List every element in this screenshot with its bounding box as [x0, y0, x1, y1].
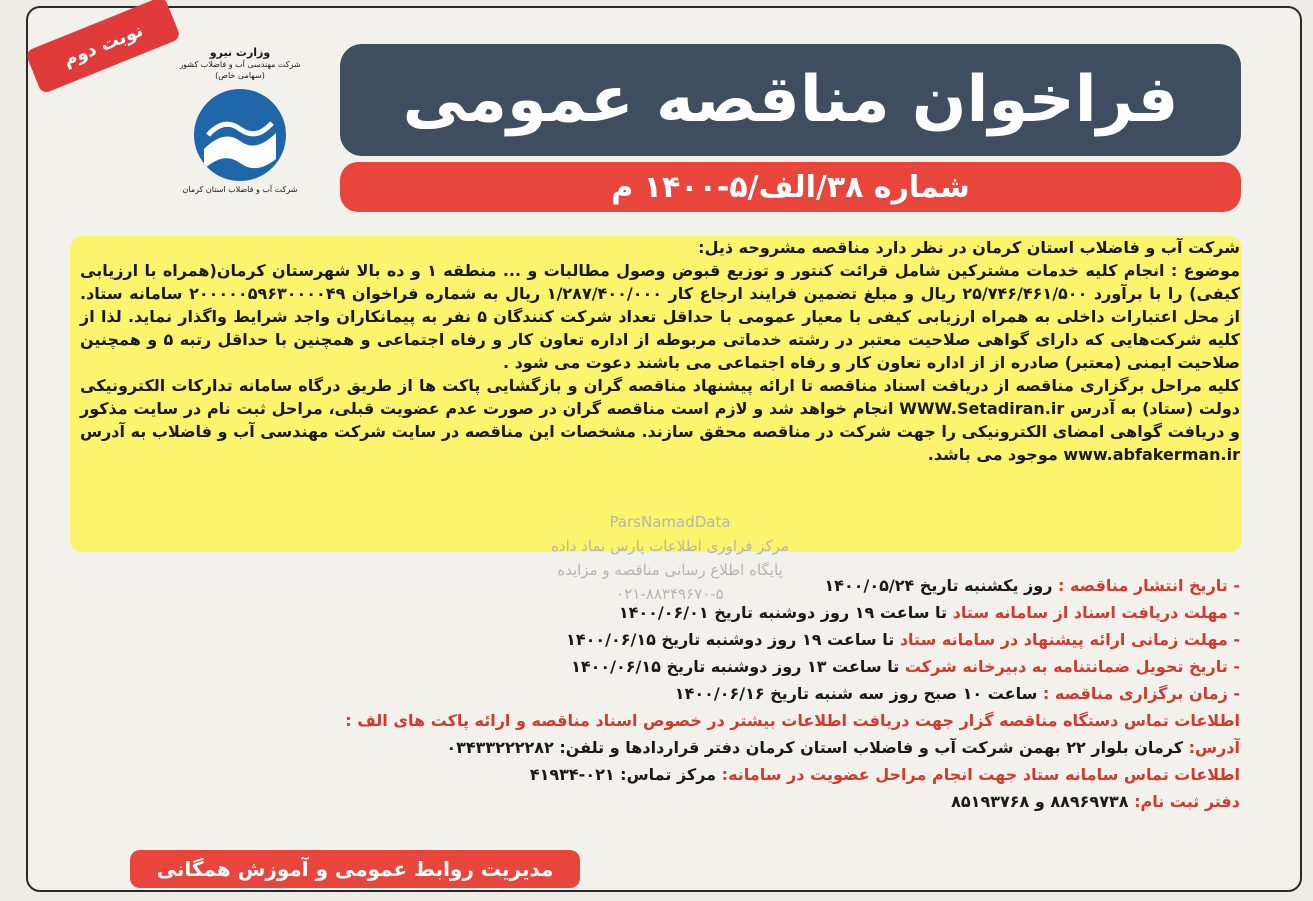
- company-small-name: شرکت مهندسی آب و فاضلاب کشور: [179, 60, 301, 69]
- watermark-brand: ParsNamadData: [609, 513, 731, 531]
- contact-title: اطلاعات تماس دستگاه مناقصه گزار جهت دریافت اطلاعات بیشتر در خصوص اسناد مناقصه و ارائه پاکت های الف :: [345, 711, 1240, 730]
- company-small-type: (سهامی خاص): [215, 71, 265, 80]
- schedule-list: [240, 572, 1240, 815]
- contact-registration: دفتر ثبت نام: ۸۸۹۶۹۷۳۸ و ۸۵۱۹۳۷۶۸: [951, 792, 1240, 811]
- watermark-phone: ۰۲۱-۸۸۳۴۹۶۷۰-۵: [616, 585, 724, 603]
- schedule-row: - مهلت دریافت اسناد از سامانه ستاد تا ساعت ۱۹ روز دوشنبه تاریخ ۱۴۰۰/۰۶/۰۱: [618, 603, 1240, 622]
- subject-paragraph: موضوع : انجام کلیه خدمات مشترکین شامل قرائت کنتور و توزیع قبوض وصول مطالبات و ... منطقه ۱ و ده بالا شهرستان کرمان(همراه با ارزیابی کیفی) را با برآورد ۲۵/۷۴۶/۴۶۱/۵۰۰ ریال و مبلغ تضمین فرایند ارجاع کار ۱/۲۸۷/۴۰۰/۰۰۰ ریال به شماره فراخوان ۲۰۰۰۰۰۵۹۶۳۰۰۰۰۴۹ سامانه ستاد. از محل اعتبارات داخلی به همراه ارزیابی کیفی با معیار عمومی با حداقل تعداد شرکت کنندگان ۵ نفر به پیمانکاران واجد شرایط واگذار نماید. لذا از کلیه شرکت‌هایی که دارای گواهی صلاحیت معتبر در رشته خدماتی مربوطه از اداره تعاون کار و رفاه اجتماعی و همچنین با حداقل رتبه ۵ و همچنین صلاحیت ایمنی (معتبر) صادره از از اداره تعاون کار و رفاه اجتماعی می باشند دعوت می شود .: [80, 261, 1241, 372]
- intro-line: شرکت آب و فاضلاب استان کرمان در نظر دارد مناقصه مشروحه ذیل:: [698, 238, 1240, 257]
- page-title: فراخوان مناقصه عمومی: [340, 44, 1241, 156]
- second-round-badge: نوبت دوم: [25, 0, 181, 94]
- ministry-name: وزارت نیرو: [209, 46, 271, 59]
- company-logo-block: [150, 46, 330, 216]
- schedule-row: - مهلت زمانی ارائه پیشنهاد در سامانه ستاد تا ساعت ۱۹ روز دوشنبه تاریخ ۱۴۰۰/۰۶/۱۵: [566, 630, 1240, 649]
- watermark-line-3: پایگاه اطلاع رسانی مناقصه و مزایده: [557, 561, 783, 579]
- contact-setad: اطلاعات تماس سامانه ستاد جهت انجام مراحل عضویت در سامانه: مرکز تماس: ۰۲۱-۴۱۹۳۴: [529, 765, 1240, 784]
- water-logo-icon: [194, 89, 286, 181]
- footer-department: مدیریت روابط عمومی و آموزش همگانی: [130, 850, 580, 888]
- watermark-line-2: مرکز فراوری اطلاعات پارس نماد داده: [551, 537, 789, 555]
- process-paragraph: کلیه مراحل برگزاری مناقصه از دریافت اسناد مناقصه تا ارائه پیشنهاد مناقصه گران و بازگشایی پاکت ها از طریق درگاه سامانه تدارکات الکترونیکی دولت (ستاد) به آدرس WWW.Setadiran.ir انجام خواهد شد و لازم است مناقصه گران در صورت عدم عضویت قبلی، مراحل ثبت نام در سایت مذکور و دریافت گواهی امضای الکترونیکی را جهت شرکت در مناقصه محقق سازند. مشخصات این مناقصه در سایت شرکت مهندسی آب و فاضلاب به آدرس www.abfakerman.ir موجود می باشد.: [80, 376, 1241, 464]
- schedule-row: - تاریخ تحویل ضمانتنامه به دبیرخانه شرکت تا ساعت ۱۳ روز دوشنبه تاریخ ۱۴۰۰/۰۶/۱۵: [571, 657, 1240, 676]
- logo-company-name: شرکت آب و فاضلاب استان کرمان: [182, 185, 298, 194]
- schedule-row: - تاریخ انتشار مناقصه : روز یکشنبه تاریخ ۱۴۰۰/۰۵/۲۴: [824, 576, 1240, 595]
- contact-address: آدرس: کرمان بلوار ۲۲ بهمن شرکت آب و فاضلاب استان کرمان دفتر قراردادها و تلفن: ۰۳۴۳۳۲۲۲۲۸۲: [446, 738, 1240, 757]
- schedule-row: - زمان برگزاری مناقصه : ساعت ۱۰ صبح روز سه شنبه تاریخ ۱۴۰۰/۰۶/۱۶: [674, 684, 1240, 703]
- tender-number: شماره ۳۸/الف/۵-۱۴۰۰ م: [340, 162, 1241, 212]
- tender-description: [80, 236, 1240, 466]
